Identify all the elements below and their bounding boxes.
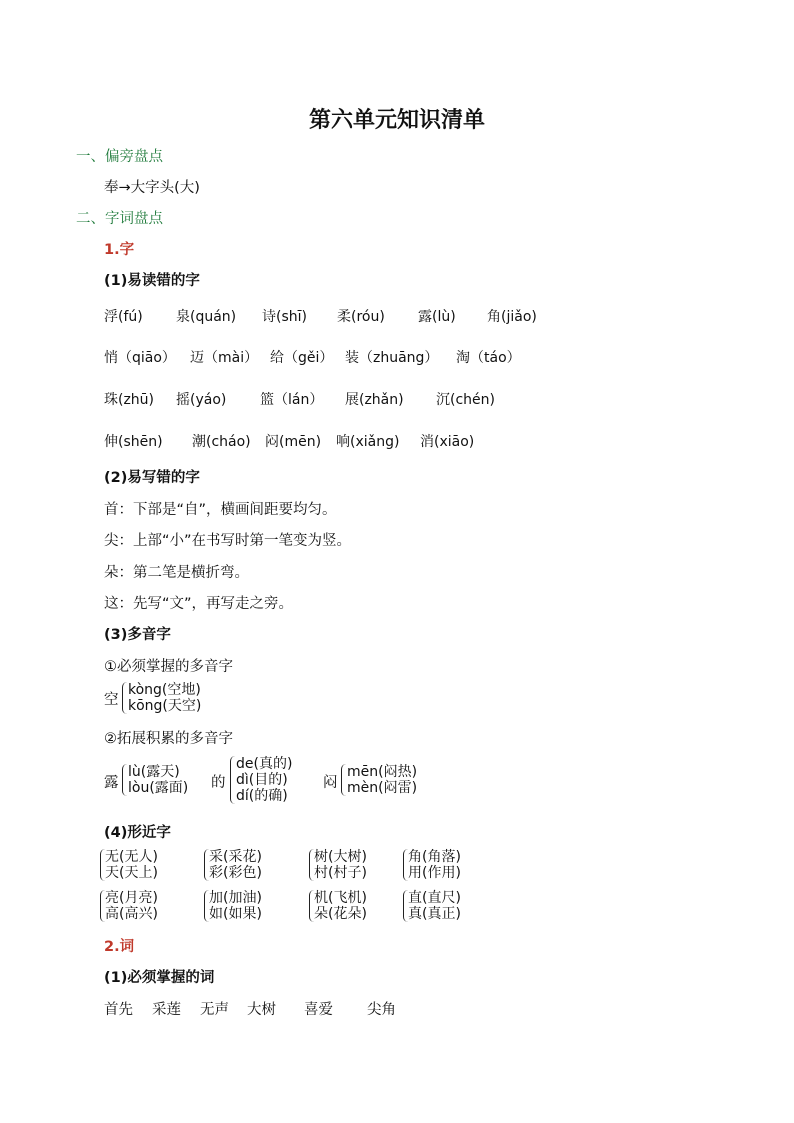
reading: dì(目的)	[236, 772, 288, 788]
similar-pair: 亮(月亮) 高(高兴)	[105, 890, 158, 922]
word-item: 尖角	[367, 1002, 396, 1018]
subheading-characters: 1.字	[104, 242, 135, 258]
polyphone-char-kong: 空	[104, 692, 119, 708]
heading-easy-write: (2)易写错的字	[104, 470, 200, 486]
pinyin-item: 诗(shī)	[262, 309, 307, 325]
heading-similar: (4)形近字	[104, 825, 171, 841]
pinyin-item: 悄（qiāo）	[104, 350, 176, 366]
pinyin-item: 消(xiāo)	[420, 434, 475, 450]
pinyin-item: 响(xiǎng)	[336, 434, 400, 450]
similar-pair: 树(大树) 村(村子)	[314, 849, 367, 881]
word-item: 喜爱	[304, 1002, 333, 1018]
pinyin-item: 闷(mēn)	[265, 434, 322, 450]
polyphone-readings-lu	[128, 764, 188, 796]
polyphone-readings-kong	[128, 682, 201, 714]
reading: kōng(天空)	[128, 698, 202, 714]
pinyin-item: 摇(yáo)	[176, 392, 227, 408]
reading: mēn(闷热)	[347, 764, 418, 780]
word-item: 无声	[200, 1002, 229, 1018]
pinyin-item: 迈（mài）	[190, 350, 259, 366]
page-title: 第六单元知识清单	[308, 108, 485, 133]
writing-note: 尖：上部“小”在书写时第一笔变为竖。	[104, 533, 352, 549]
writing-note: 这：先写“文”，再写走之旁。	[104, 596, 294, 612]
writing-note: 朵：第二笔是横折弯。	[104, 565, 249, 581]
similar-pair: 采(采花) 彩(彩色)	[209, 849, 262, 881]
reading: mèn(闷雷)	[347, 780, 418, 796]
subheading-words: 2.词	[104, 939, 135, 955]
polyphone-char-de: 的	[211, 775, 226, 791]
similar-pair: 机(飞机) 朵(花朵)	[314, 890, 367, 922]
pinyin-item: 给（gěi）	[270, 350, 334, 366]
pinyin-item: 伸(shēn)	[104, 434, 163, 450]
polyphone-char-men: 闷	[323, 775, 338, 791]
similar-pair: 角(角落) 用(作用)	[408, 849, 461, 881]
word-item: 采莲	[152, 1002, 181, 1018]
pinyin-item: 柔(róu)	[337, 309, 385, 325]
pinyin-item: 淘（táo）	[456, 350, 521, 366]
reading: dí(的确)	[236, 788, 288, 804]
reading: lòu(露面)	[128, 780, 189, 796]
similar-pair: 无(无人) 天(天上)	[105, 849, 158, 881]
pinyin-item: 浮(fú)	[104, 309, 143, 325]
writing-note: 首：下部是“自”，横画间距要均匀。	[104, 502, 337, 518]
polyphone-readings-men	[347, 764, 417, 796]
polyphone-extend-label: ②拓展积累的多音字	[104, 731, 233, 747]
word-item: 首先	[104, 1002, 133, 1018]
polyphone-readings-de	[236, 756, 292, 804]
polyphone-must-label: ①必须掌握的多音字	[104, 659, 233, 675]
word-item: 大树	[247, 1002, 276, 1018]
pinyin-item: 篮（lán）	[260, 392, 324, 408]
polyphone-char-lu: 露	[104, 775, 119, 791]
section-heading-words: 二、字词盘点	[76, 211, 163, 227]
heading-must-words: (1)必须掌握的词	[104, 970, 215, 986]
reading: kòng(空地)	[128, 682, 201, 698]
heading-polyphone: (3)多音字	[104, 627, 171, 643]
pinyin-item: 泉(quán)	[176, 309, 237, 325]
reading: de(真的)	[236, 756, 293, 772]
pinyin-item: 沉(chén)	[436, 392, 495, 408]
radical-item: 奉→大字头(大)	[104, 180, 200, 196]
similar-pair: 直(直尺) 真(真正)	[408, 890, 461, 922]
reading: lù(露天)	[128, 764, 180, 780]
pinyin-item: 珠(zhū)	[104, 392, 155, 408]
pinyin-item: 潮(cháo)	[192, 434, 251, 450]
heading-easy-read: (1)易读错的字	[104, 273, 200, 289]
section-heading-radicals: 一、偏旁盘点	[76, 149, 163, 165]
pinyin-item: 展(zhǎn)	[345, 392, 404, 408]
pinyin-item: 露(lù)	[418, 309, 456, 325]
similar-pair: 加(加油) 如(如果)	[209, 890, 262, 922]
pinyin-item: 角(jiǎo)	[487, 309, 537, 325]
pinyin-item: 装（zhuāng）	[345, 350, 439, 366]
